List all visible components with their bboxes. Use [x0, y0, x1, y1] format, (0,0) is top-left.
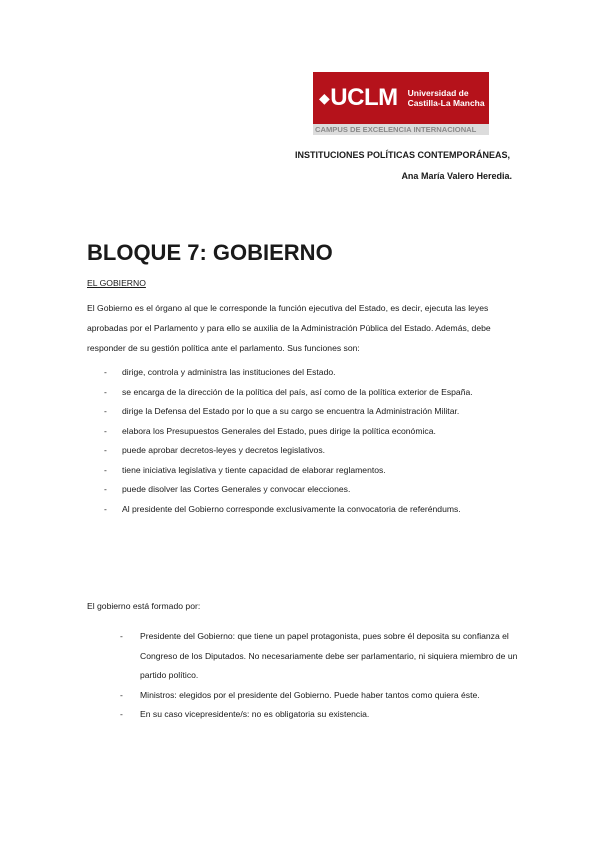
list-item: - tiene iniciativa legislativa y tiente capacidad de elaborar reglamentos.: [122, 461, 522, 481]
list-item: - puede aprobar decretos-leyes y decretos legislativos.: [122, 441, 522, 461]
intro-paragraph: El Gobierno es el órgano al que le corresponde la función ejecutiva del Estado, es decir, ejecuta las leyes aprobadas por el Parlamento y para ello se auxilia de la Administración Pública del Estado. Además, debe responder de su gestión política ante el parlamento. Sus funciones son:: [87, 303, 491, 353]
logo-banner: [313, 72, 489, 124]
list-item: - se encarga de la dirección de la política del país, así como de la política exterior de España.: [122, 383, 522, 403]
logo-university-name: [408, 88, 485, 108]
members-list: [140, 627, 525, 725]
logo-university-line2: Castilla-La Mancha: [407, 98, 485, 108]
logo-university-line1: Universidad de: [407, 88, 469, 98]
logo-mark-text: UCLM: [330, 84, 398, 111]
author-name: Ana María Valero Heredia.: [401, 171, 512, 181]
composition-intro: El gobierno está formado por:: [87, 601, 201, 611]
functions-list: [122, 363, 522, 519]
list-item: - dirige, controla y administra las instituciones del Estado.: [122, 363, 522, 383]
course-title: INSTITUCIONES POLÍTICAS CONTEMPORÁNEAS,: [295, 150, 511, 160]
list-item: - elabora los Presupuestos Generales del Estado, pues dirige la política económica.: [122, 422, 522, 442]
list-item: - Presidente del Gobierno: que tiene un papel protagonista, pues sobre él deposita su confianza el Congreso de los Diputados. No necesariamente debe ser parlamentario, ni siquiera miembro de un partido político.: [140, 627, 525, 686]
logo-accent-icon: ◆: [319, 90, 330, 107]
logo-campus: CAMPUS DE EXCELENCIA INTERNACIONAL: [313, 124, 489, 135]
section-heading: EL GOBIERNO: [87, 278, 146, 288]
list-item: - Ministros: elegidos por el presidente del Gobierno. Puede haber tantos como quiera éste.: [140, 686, 525, 706]
list-item: - puede disolver las Cortes Generales y convocar elecciones.: [122, 480, 522, 500]
page-title: BLOQUE 7: GOBIERNO: [87, 240, 333, 265]
list-item: - En su caso vicepresidente/s: no es obligatoria su existencia.: [140, 705, 525, 725]
logo-mark: [319, 84, 398, 112]
university-logo: [313, 72, 489, 135]
list-item: - dirige la Defensa del Estado por lo que a su cargo se encuentra la Administración Militar.: [122, 402, 522, 422]
list-item: - Al presidente del Gobierno corresponde exclusivamente la convocatoria de referéndums.: [122, 500, 522, 520]
